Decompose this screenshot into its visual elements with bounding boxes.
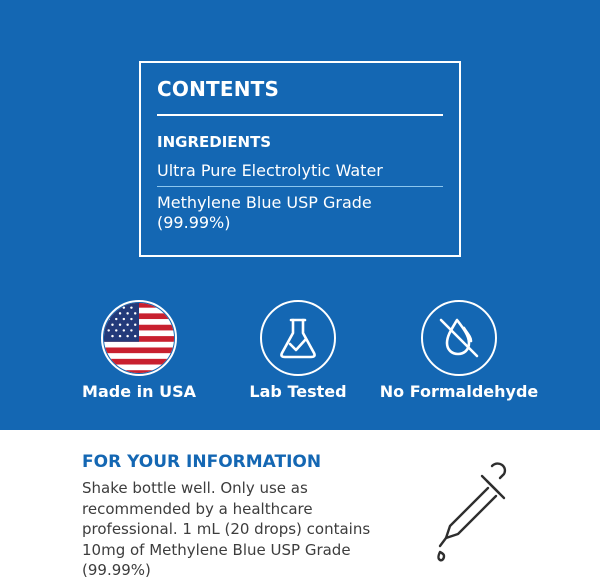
ingredient-item: Methylene Blue USP Grade (99.99%) [157, 193, 372, 232]
divider [157, 114, 443, 116]
info-title: FOR YOUR INFORMATION [82, 452, 322, 472]
ingredients-label: INGREDIENTS [157, 133, 272, 151]
dropper-icon [426, 458, 522, 568]
badge-label: No Formaldehyde [379, 382, 539, 401]
badge-made-in-usa [49, 300, 229, 401]
usa-flag-icon [101, 300, 177, 376]
badge-label: Made in USA [82, 382, 196, 401]
no-formaldehyde-icon [421, 300, 497, 376]
badge-lab-tested [208, 300, 388, 401]
divider [157, 186, 443, 187]
badge-label: Lab Tested [249, 382, 347, 401]
badge-no-formaldehyde [369, 300, 549, 401]
ingredient-item: Ultra Pure Electrolytic Water [157, 161, 383, 180]
flask-check-icon [260, 300, 336, 376]
info-text: Shake bottle well. Only use as recommended by a healthcare professional. 1 mL (20 drops) contains 10mg of Methylene Blue USP Grade (99.99%) [82, 479, 371, 579]
contents-title: CONTENTS [157, 77, 280, 101]
contents-box [139, 61, 461, 257]
